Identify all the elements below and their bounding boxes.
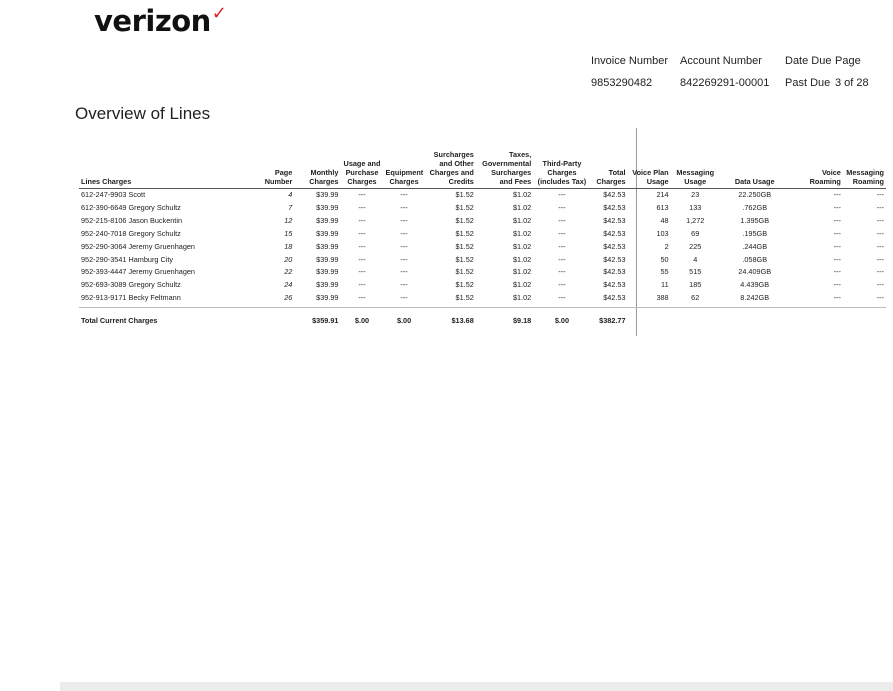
overview-of-lines-table xyxy=(79,150,886,334)
totals-third-party: $.00 xyxy=(554,316,570,326)
line-cell: 952-393-4447 Jeremy Gruenhagen xyxy=(81,267,195,277)
table-row xyxy=(79,292,886,305)
page-label: Page xyxy=(835,55,861,67)
table-row xyxy=(79,254,886,267)
data-usage-cell: .244GB xyxy=(742,241,768,251)
account-number-value: 842269291-00001 xyxy=(680,77,770,89)
account-number-label: Account Number xyxy=(680,55,762,67)
totals-page-empty xyxy=(245,308,294,335)
usage-cell: --- xyxy=(358,215,366,225)
messaging-roaming-cell: --- xyxy=(876,190,884,199)
data-usage-cell: 8.242GB xyxy=(740,293,770,303)
col-page-number: Page Number xyxy=(245,150,294,189)
voice-roaming-cell: --- xyxy=(833,202,841,212)
line-cell: 952-290-3064 Jeremy Gruenhagen xyxy=(81,241,195,251)
equipment-cell: --- xyxy=(400,190,408,199)
logo-wordmark: verizon xyxy=(94,4,211,38)
voice-plan-cell: 48 xyxy=(660,215,669,225)
monthly-cell: $39.99 xyxy=(316,280,339,290)
messaging-roaming-cell: --- xyxy=(876,241,884,251)
data-usage-cell: 4.439GB xyxy=(740,280,770,290)
table-row xyxy=(79,266,886,279)
page-number-cell: 22 xyxy=(284,267,293,277)
third-party-cell: --- xyxy=(558,254,566,264)
monthly-cell: $39.99 xyxy=(316,228,339,238)
page-number-cell: 4 xyxy=(288,190,293,199)
messaging-cell: 1,272 xyxy=(686,215,705,225)
usage-cell: --- xyxy=(358,190,366,199)
voice-roaming-cell: --- xyxy=(833,228,841,238)
voice-plan-cell: 214 xyxy=(656,190,669,199)
col-lines-charges: Lines Charges xyxy=(79,150,245,189)
page-number-cell: 18 xyxy=(284,241,293,251)
taxes-cell: $1.02 xyxy=(512,228,532,238)
col-third-party: Third-Party Charges (includes Tax) xyxy=(533,150,590,189)
messaging-cell: 515 xyxy=(689,267,702,277)
monthly-cell: $39.99 xyxy=(316,241,339,251)
voice-plan-cell: 103 xyxy=(656,228,669,238)
messaging-roaming-cell: --- xyxy=(876,280,884,290)
messaging-roaming-cell: --- xyxy=(876,267,884,277)
col-taxes: Taxes, Governmental Surcharges and Fees xyxy=(476,150,533,189)
usage-cell: --- xyxy=(358,267,366,277)
totals-total: $382.77 xyxy=(599,316,626,326)
line-cell: 612-390-6649 Gregory Schultz xyxy=(81,202,181,212)
equipment-cell: --- xyxy=(400,254,408,264)
voice-plan-cell: 55 xyxy=(660,267,669,277)
messaging-roaming-cell: --- xyxy=(876,293,884,303)
page-number-cell: 15 xyxy=(284,228,293,238)
line-cell: 952-913-9171 Becky Feltmann xyxy=(81,293,181,303)
taxes-cell: $1.02 xyxy=(512,202,532,212)
totals-equipment: $.00 xyxy=(396,316,412,326)
table-row xyxy=(79,279,886,292)
surcharges-cell: $1.52 xyxy=(455,190,474,199)
taxes-cell: $1.02 xyxy=(512,241,532,251)
equipment-cell: --- xyxy=(400,280,408,290)
usage-cell: --- xyxy=(358,241,366,251)
third-party-cell: --- xyxy=(558,190,566,199)
line-cell: 612-247-9903 Scott xyxy=(81,190,146,199)
voice-roaming-cell: --- xyxy=(833,254,841,264)
table-row xyxy=(79,241,886,254)
messaging-roaming-cell: --- xyxy=(876,228,884,238)
taxes-cell: $1.02 xyxy=(512,293,532,303)
third-party-cell: --- xyxy=(558,293,566,303)
surcharges-cell: $1.52 xyxy=(455,228,474,238)
surcharges-cell: $1.52 xyxy=(455,241,474,251)
messaging-roaming-cell: --- xyxy=(876,254,884,264)
total-cell: $42.53 xyxy=(603,215,626,225)
data-usage-cell: 1.395GB xyxy=(740,215,770,225)
date-due-label: Date Due xyxy=(785,55,832,67)
monthly-cell: $39.99 xyxy=(316,215,339,225)
totals-surcharges: $13.68 xyxy=(451,316,474,326)
table-row xyxy=(79,215,886,228)
totals-taxes: $9.18 xyxy=(512,316,532,326)
third-party-cell: --- xyxy=(558,241,566,251)
page-number-cell: 24 xyxy=(284,280,293,290)
messaging-cell: 185 xyxy=(689,280,702,290)
totals-usage: $.00 xyxy=(354,316,370,326)
voice-plan-cell: 613 xyxy=(656,202,669,212)
monthly-cell: $39.99 xyxy=(316,293,339,303)
page-value: 3 of 28 xyxy=(835,77,869,89)
voice-roaming-cell: --- xyxy=(833,293,841,303)
col-equipment: Equipment Charges xyxy=(384,150,425,189)
scan-edge-shadow xyxy=(60,682,893,691)
col-voice-roaming: Voice Roaming xyxy=(790,150,843,189)
voice-roaming-cell: --- xyxy=(833,190,841,199)
checkmark-icon: ✓ xyxy=(211,3,227,24)
usage-cell: --- xyxy=(358,254,366,264)
messaging-cell: 4 xyxy=(693,254,698,264)
voice-roaming-cell: --- xyxy=(833,215,841,225)
data-usage-cell: 22.250GB xyxy=(738,190,772,199)
total-cell: $42.53 xyxy=(603,202,626,212)
surcharges-cell: $1.52 xyxy=(455,202,474,212)
third-party-cell: --- xyxy=(558,202,566,212)
page-number-cell: 26 xyxy=(284,293,293,303)
messaging-cell: 133 xyxy=(689,202,702,212)
date-due-value: Past Due xyxy=(785,77,831,89)
totals-label: Total Current Charges xyxy=(81,316,158,326)
table-row xyxy=(79,228,886,241)
equipment-cell: --- xyxy=(400,267,408,277)
line-cell: 952-215-8106 Jason Buckentin xyxy=(81,215,183,225)
col-voice-plan: Voice Plan Usage xyxy=(628,150,671,189)
messaging-cell: 62 xyxy=(691,293,700,303)
voice-plan-cell: 50 xyxy=(660,254,669,264)
third-party-cell: --- xyxy=(558,280,566,290)
table-row xyxy=(79,189,886,202)
monthly-cell: $39.99 xyxy=(316,267,339,277)
invoice-number-label: Invoice Number xyxy=(591,55,669,67)
equipment-cell: --- xyxy=(400,241,408,251)
voice-plan-cell: 2 xyxy=(664,241,669,251)
taxes-cell: $1.02 xyxy=(512,215,532,225)
monthly-cell: $39.99 xyxy=(316,190,339,199)
table-header-row xyxy=(79,150,886,189)
taxes-cell: $1.02 xyxy=(512,267,532,277)
total-cell: $42.53 xyxy=(603,293,626,303)
surcharges-cell: $1.52 xyxy=(455,293,474,303)
third-party-cell: --- xyxy=(558,267,566,277)
totals-row xyxy=(79,308,886,335)
total-cell: $42.53 xyxy=(603,228,626,238)
messaging-cell: 69 xyxy=(691,228,700,238)
line-cell: 952-240-7018 Gregory Schultz xyxy=(81,228,181,238)
usage-cell: --- xyxy=(358,202,366,212)
data-usage-cell: .762GB xyxy=(742,202,768,212)
voice-roaming-cell: --- xyxy=(833,267,841,277)
third-party-cell: --- xyxy=(558,228,566,238)
usage-cell: --- xyxy=(358,280,366,290)
data-usage-cell: .058GB xyxy=(742,254,768,264)
col-total-charges: Total Charges xyxy=(591,150,628,189)
line-cell: 952-290-3541 Hamburg City xyxy=(81,254,174,264)
taxes-cell: $1.02 xyxy=(512,280,532,290)
totals-usage-empty xyxy=(628,308,886,335)
table-row xyxy=(79,202,886,215)
voice-roaming-cell: --- xyxy=(833,280,841,290)
monthly-cell: $39.99 xyxy=(316,202,339,212)
data-usage-cell: .195GB xyxy=(742,228,768,238)
col-monthly-charges: Monthly Charges xyxy=(294,150,340,189)
taxes-cell: $1.02 xyxy=(512,190,532,199)
equipment-cell: --- xyxy=(400,215,408,225)
total-cell: $42.53 xyxy=(603,254,626,264)
page-number-cell: 7 xyxy=(288,202,293,212)
voice-plan-cell: 388 xyxy=(656,293,669,303)
voice-plan-cell: 11 xyxy=(661,280,669,290)
messaging-roaming-cell: --- xyxy=(876,202,884,212)
invoice-number-value: 9853290482 xyxy=(591,77,653,89)
col-usage-purchase: Usage and Purchase Charges xyxy=(340,150,383,189)
surcharges-cell: $1.52 xyxy=(455,267,474,277)
totals-monthly: $359.91 xyxy=(312,316,339,326)
col-messaging-usage: Messaging Usage xyxy=(671,150,720,189)
total-cell: $42.53 xyxy=(603,280,626,290)
usage-cell: --- xyxy=(358,228,366,238)
page-number-cell: 12 xyxy=(284,215,293,225)
col-messaging-roaming: Messaging Roaming xyxy=(843,150,886,189)
messaging-cell: 225 xyxy=(689,241,702,251)
taxes-cell: $1.02 xyxy=(512,254,532,264)
line-cell: 952-693-3089 Gregory Schultz xyxy=(81,280,181,290)
messaging-roaming-cell: --- xyxy=(876,215,884,225)
section-title: Overview of Lines xyxy=(75,104,211,123)
page-number-cell: 20 xyxy=(284,254,293,264)
equipment-cell: --- xyxy=(400,202,408,212)
surcharges-cell: $1.52 xyxy=(455,254,474,264)
verizon-logo xyxy=(94,4,225,38)
equipment-cell: --- xyxy=(400,228,408,238)
voice-roaming-cell: --- xyxy=(833,241,841,251)
usage-cell: --- xyxy=(358,293,366,303)
col-surcharges: Surcharges and Other Charges and Credits xyxy=(425,150,476,189)
surcharges-cell: $1.52 xyxy=(455,215,474,225)
total-cell: $42.53 xyxy=(603,241,626,251)
data-usage-cell: 24.409GB xyxy=(738,267,772,277)
col-data-usage: Data Usage xyxy=(720,150,790,189)
total-cell: $42.53 xyxy=(603,190,626,199)
third-party-cell: --- xyxy=(558,215,566,225)
total-cell: $42.53 xyxy=(603,267,626,277)
surcharges-cell: $1.52 xyxy=(455,280,474,290)
messaging-cell: 23 xyxy=(691,190,700,199)
equipment-cell: --- xyxy=(400,293,408,303)
monthly-cell: $39.99 xyxy=(316,254,339,264)
